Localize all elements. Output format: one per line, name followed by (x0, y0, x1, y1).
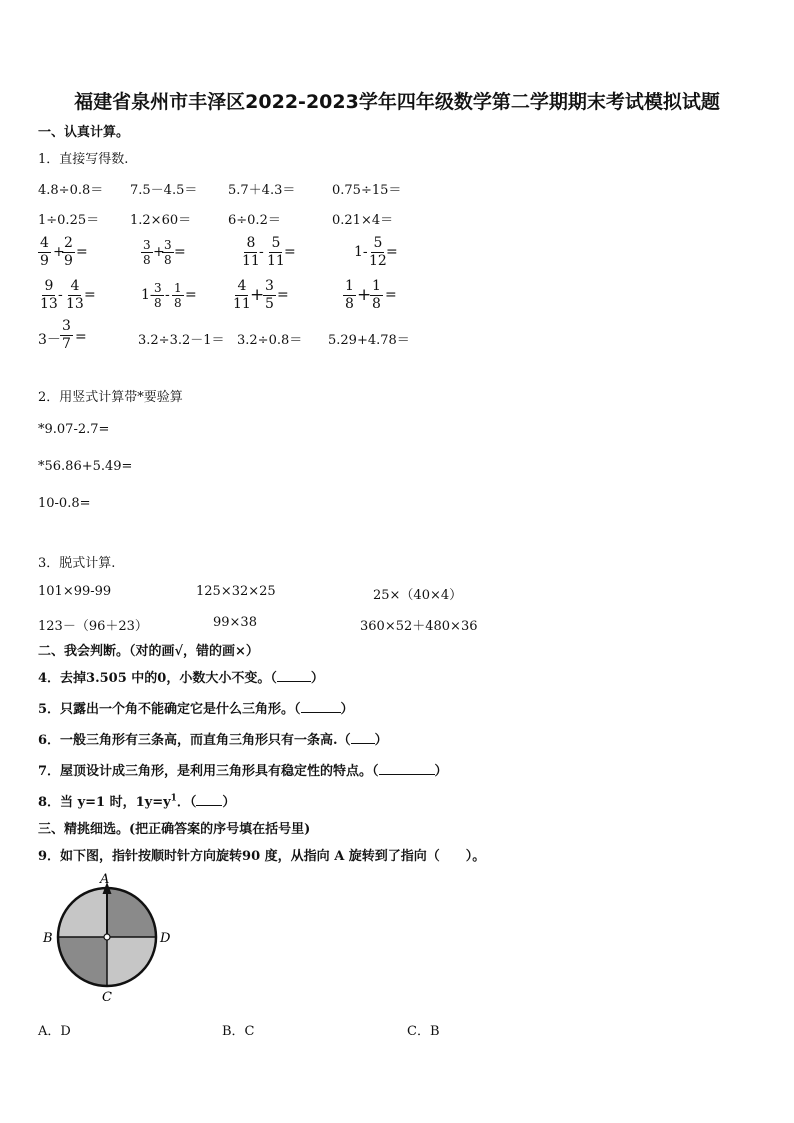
option-c[interactable]: C．B (407, 1024, 440, 1039)
calc-item: 1.2×60＝ (130, 213, 192, 228)
equals-sign: = (277, 287, 289, 303)
operator: + (357, 285, 372, 305)
fraction: $\frac{4}{9}$ (40, 235, 49, 269)
fraction: $\frac{8}{11}$ (242, 235, 260, 269)
vertical-calc-item: *9.07-2.7= (38, 422, 110, 437)
fraction: $\frac{4}{13}$ (66, 278, 84, 312)
prefix: 1- (141, 287, 155, 303)
calc-item: 4.8÷0.8＝ (38, 183, 104, 198)
fraction: $\frac{3}{5}$ (265, 278, 274, 312)
option-b[interactable]: B．C (222, 1024, 255, 1039)
fraction: $\frac{3}{8}$ (143, 238, 151, 267)
fraction: $\frac{4}{11}$ (233, 278, 251, 312)
equals-sign: = (386, 244, 398, 260)
equals-sign: = (174, 244, 186, 260)
fraction: $\frac{9}{13}$ (40, 278, 58, 312)
equals-sign: = (75, 329, 87, 345)
step-calc-item: 125×32×25 (196, 584, 276, 599)
option-a[interactable]: A．D (38, 1024, 71, 1039)
pointer-dial-diagram (40, 870, 180, 1006)
question-9-text: 9．如下图，指针按顺时针方向旋转90 度，从指向 A 旋转到了指向（ ）。 (38, 849, 486, 864)
answer-blank[interactable] (379, 762, 435, 775)
calc-item: 7.5－4.5＝ (130, 183, 198, 198)
judge-item: 8．当 y=1 时，$1y=y^1$．（ ） (38, 793, 236, 810)
prefix: 1- (354, 244, 368, 260)
fraction: $\frac{5}{11}$ (267, 235, 285, 269)
judge-item: 7．屋顶设计成三角形，是利用三角形具有稳定性的特点。（ ） (38, 764, 448, 779)
question-1-label: 1．直接写得数. (38, 152, 129, 167)
dial-label-b: B (43, 931, 53, 946)
fraction: $\frac{5}{12}$ (369, 235, 387, 269)
pointer-pivot (104, 934, 110, 940)
judge-item: 5．只露出一个角不能确定它是什么三角形。（ ） (38, 702, 354, 717)
section-3-heading: 三、精挑细选。(把正确答案的序号填在括号里) (38, 822, 311, 837)
judge-item: 4．去掉3.505 中的0，小数大小不变。（ ） (38, 671, 324, 686)
question-3-label: 3．脱式计算. (38, 556, 116, 571)
equals-sign: = (76, 244, 88, 260)
calc-item: 6÷0.2＝ (228, 213, 281, 228)
fraction: $\frac{2}{9}$ (64, 235, 73, 269)
equals-sign: = (185, 287, 197, 303)
answer-blank[interactable] (301, 700, 341, 713)
operator: + (250, 285, 265, 305)
step-calc-item: 360×52＋480×36 (360, 619, 478, 634)
calc-item: 0.21×4＝ (332, 213, 394, 228)
fraction: $\frac{1}{8}$ (345, 278, 354, 312)
answer-blank[interactable] (351, 731, 375, 744)
operator: - (165, 287, 170, 303)
fraction: $\frac{3}{7}$ (62, 318, 71, 352)
step-calc-item: 101×99-99 (38, 584, 112, 599)
answer-blank[interactable] (196, 793, 222, 806)
fraction: $\frac{1}{8}$ (174, 281, 182, 310)
section-1-heading: 一、认真计算。 (38, 125, 130, 140)
calc-item: 3.2÷3.2－1＝ (138, 333, 225, 348)
fraction: $\frac{1}{8}$ (372, 278, 381, 312)
step-calc-item: 25×（40×4） (373, 588, 463, 603)
judge-item: 6．一般三角形有三条高，而直角三角形只有一条高.（ ） (38, 733, 388, 748)
calc-item: 3.2÷0.8＝ (237, 333, 303, 348)
prefix: 3－ (38, 332, 61, 348)
operator: - (259, 244, 264, 260)
dial-label-d: D (160, 931, 171, 946)
fraction: $\frac{3}{8}$ (164, 238, 172, 267)
calc-item: 5.29+4.78＝ (328, 333, 410, 348)
question-2-label: 2．用竖式计算带*要验算 (38, 390, 183, 405)
equals-sign: = (84, 287, 96, 303)
operator: + (153, 244, 165, 260)
operator: + (53, 244, 65, 260)
vertical-calc-item: 10-0.8= (38, 496, 91, 511)
dial-label-c: C (102, 990, 112, 1005)
page-title: 福建省泉州市丰泽区2022-2023学年四年级数学第二学期期末考试模拟试题 (74, 91, 720, 113)
equals-sign: = (284, 244, 296, 260)
dial-label-a: A (100, 872, 110, 887)
calc-item: 5.7＋4.3＝ (228, 183, 296, 198)
vertical-calc-item: *56.86+5.49= (38, 459, 133, 474)
operator: - (58, 287, 63, 303)
answer-blank[interactable] (277, 669, 311, 682)
calc-item: 0.75÷15＝ (332, 183, 402, 198)
calc-item: 1÷0.25＝ (38, 213, 100, 228)
equals-sign: = (385, 287, 397, 303)
step-calc-item: 99×38 (213, 615, 257, 630)
step-calc-item: 123－（96＋23） (38, 619, 148, 634)
section-2-heading: 二、我会判断。（对的画√，错的画×） (38, 644, 259, 659)
fraction: $\frac{3}{8}$ (154, 281, 162, 310)
